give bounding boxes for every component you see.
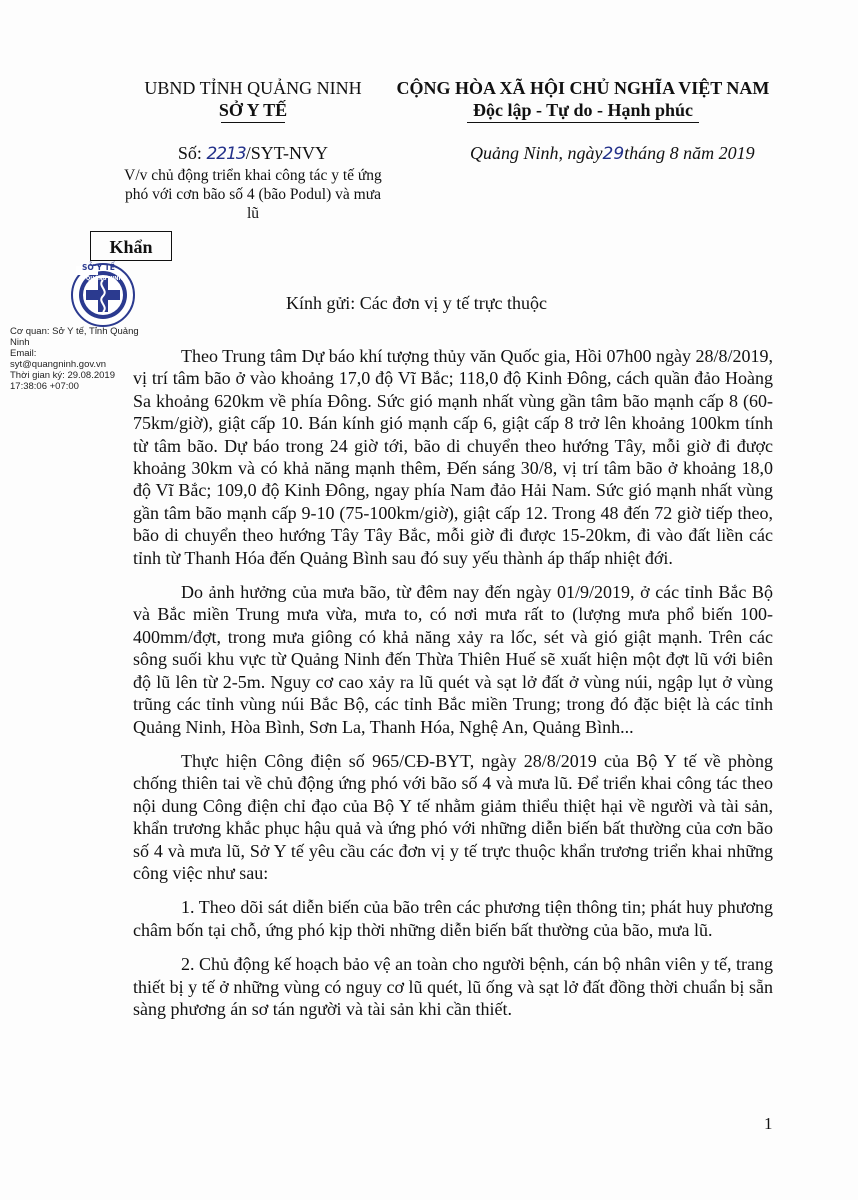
national-header	[388, 77, 778, 123]
signature-email-label: Email:	[10, 348, 37, 359]
body-paragraph: 1. Theo dõi sát diễn biến của bão trên các phương tiện thông tin; phát huy phương châm bốn tại chỗ, ứng phó kịp thời những diễn biến bất thường của bão, mưa lũ.	[133, 897, 773, 940]
signature-email: syt@quangninh.gov.vn	[10, 359, 107, 370]
seal-band-text: QUẢNG NINH	[86, 276, 123, 282]
issue-date-day-handwritten: 29	[602, 144, 625, 164]
body-paragraph: Do ảnh hưởng của mưa bão, từ đêm nay đến ngày 01/9/2019, ở các tỉnh Bắc Bộ và Bắc miền Trung mưa vừa, mưa to, có nơi mưa rất to (lượng mưa phổ biến 100-400mm/đợt, trong mưa giông có khả năng xảy ra lốc, sét và gió giật mạnh. Trên các sông suối khu vực từ Quảng Ninh đến Thừa Thiên Huế sẽ xuất hiện một đợt lũ với biên độ lũ lên từ 2-5m. Nguy cơ cao xảy ra lũ quét và sạt lở đất ở vùng núi, ngập lụt ở vùng trũng các tỉnh vùng núi Bắc Bộ, các tỉnh Bắc miền Trung; trong đó đặc biệt là các tỉnh Quảng Ninh, Hòa Bình, Sơn La, Thanh Hóa, Nghệ An, Quảng Bình...	[133, 582, 773, 737]
document-number-suffix: /SYT-NVY	[245, 143, 329, 163]
national-motto: Độc lập - Tự do - Hạnh phúc	[472, 100, 694, 120]
greeting-line: Kính gửi: Các đơn vị y tế trực thuộc	[286, 293, 547, 313]
digital-signature-info	[10, 326, 140, 392]
issue-date-rest: tháng 8 năm 2019	[624, 143, 755, 163]
signature-time: Thời gian ký: 29.08.2019 17:38:06 +07:00	[10, 370, 115, 392]
issuing-agency-header	[118, 77, 388, 123]
department-underline	[221, 122, 285, 123]
motto-underline	[467, 122, 699, 123]
national-title: CỘNG HÒA XÃ HỘI CHỦ NGHĨA VIỆT NAM	[396, 78, 770, 98]
urgent-label-box: Khẩn	[90, 231, 172, 261]
body-paragraph: Theo Trung tâm Dự báo khí tượng thủy văn Quốc gia, Hồi 07h00 ngày 28/8/2019, vị trí tâm bão ở vào khoảng 17,0 độ Vĩ Bắc; 118,0 độ Kinh Đông, cách quần đảo Hoàng Sa khoảng 620km về phía Đông. Sức gió mạnh nhất vùng gần tâm bão mạnh cấp 8 (60-75km/giờ), giật cấp 10. Bán kính gió mạnh cấp 6, giật cấp 8 trở lên khoảng 100km tính từ tâm bão. Dự báo trong 24 giờ tới, bão di chuyển theo hướng Tây, mỗi giờ đi được khoảng 30km và có khả năng mạnh thêm, Đến sáng 30/8, vị trí tâm bão ở khoảng 18,0 độ Vĩ Bắc; 109,0 độ Kinh Đông, ngay phía Nam đảo Hải Nam. Sức gió mạnh nhất vùng gần tâm bão mạnh cấp 9-10 (75-100km/giờ), giật cấp 12. Trong 48 đến 72 giờ tiếp theo, bão di chuyển theo hướng Tây Tây Bắc, mỗi giờ đi được 15-20km, đi vào đất liền các tỉnh từ Thanh Hóa đến Quảng Bình sau đó suy yếu thành áp thấp nhiệt đới.	[133, 346, 773, 568]
document-subject: V/v chủ động triển khai công tác y tế ứng phó với cơn bão số 4 (bão Podul) và mưa lũ	[124, 167, 382, 222]
document-number-handwritten: 2213	[206, 144, 246, 164]
seal-top-text: SỞ Y TẾ	[82, 263, 115, 272]
provincial-committee-name: UBND TỈNH QUẢNG NINH	[144, 78, 362, 98]
document-body	[133, 345, 773, 1032]
page-number: 1	[764, 1114, 773, 1133]
document-number-prefix: Số:	[177, 143, 207, 163]
body-paragraph: 2. Chủ động kế hoạch bảo vệ an toàn cho người bệnh, cán bộ nhân viên y tế, trang thiết bị y tế ở những vùng có nguy cơ lũ quét, lũ ống và sạt lở đất đồng thời chuẩn bị sẵn sàng phương án sơ tán người và tài sản khi cần thiết.	[133, 954, 773, 1019]
signature-agency: Cơ quan: Sở Y tế, Tỉnh Quảng Ninh	[10, 326, 139, 348]
issue-date-place: Quảng Ninh, ngày	[470, 143, 603, 163]
document-number	[118, 142, 388, 165]
body-paragraph: Thực hiện Công điện số 965/CĐ-BYT, ngày 28/8/2019 của Bộ Y tế về phòng chống thiên tai về chủ động ứng phó với bão số 4 và mưa lũ. Để triển khai công tác theo nội dung Công điện chỉ đạo của Bộ Y tế nhằm giảm thiểu thiệt hại về người và tài sản, khẩn trương khắc phục hậu quả và ứng phó với những diễn biến bất thường của cơn bão số 4 và mưa lũ, Sở Y tế yêu cầu các đơn vị y tế trực thuộc khẩn trương triển khai những công việc như sau:	[133, 750, 773, 883]
issue-date	[470, 142, 790, 165]
department-name: SỞ Y TẾ	[218, 100, 288, 120]
